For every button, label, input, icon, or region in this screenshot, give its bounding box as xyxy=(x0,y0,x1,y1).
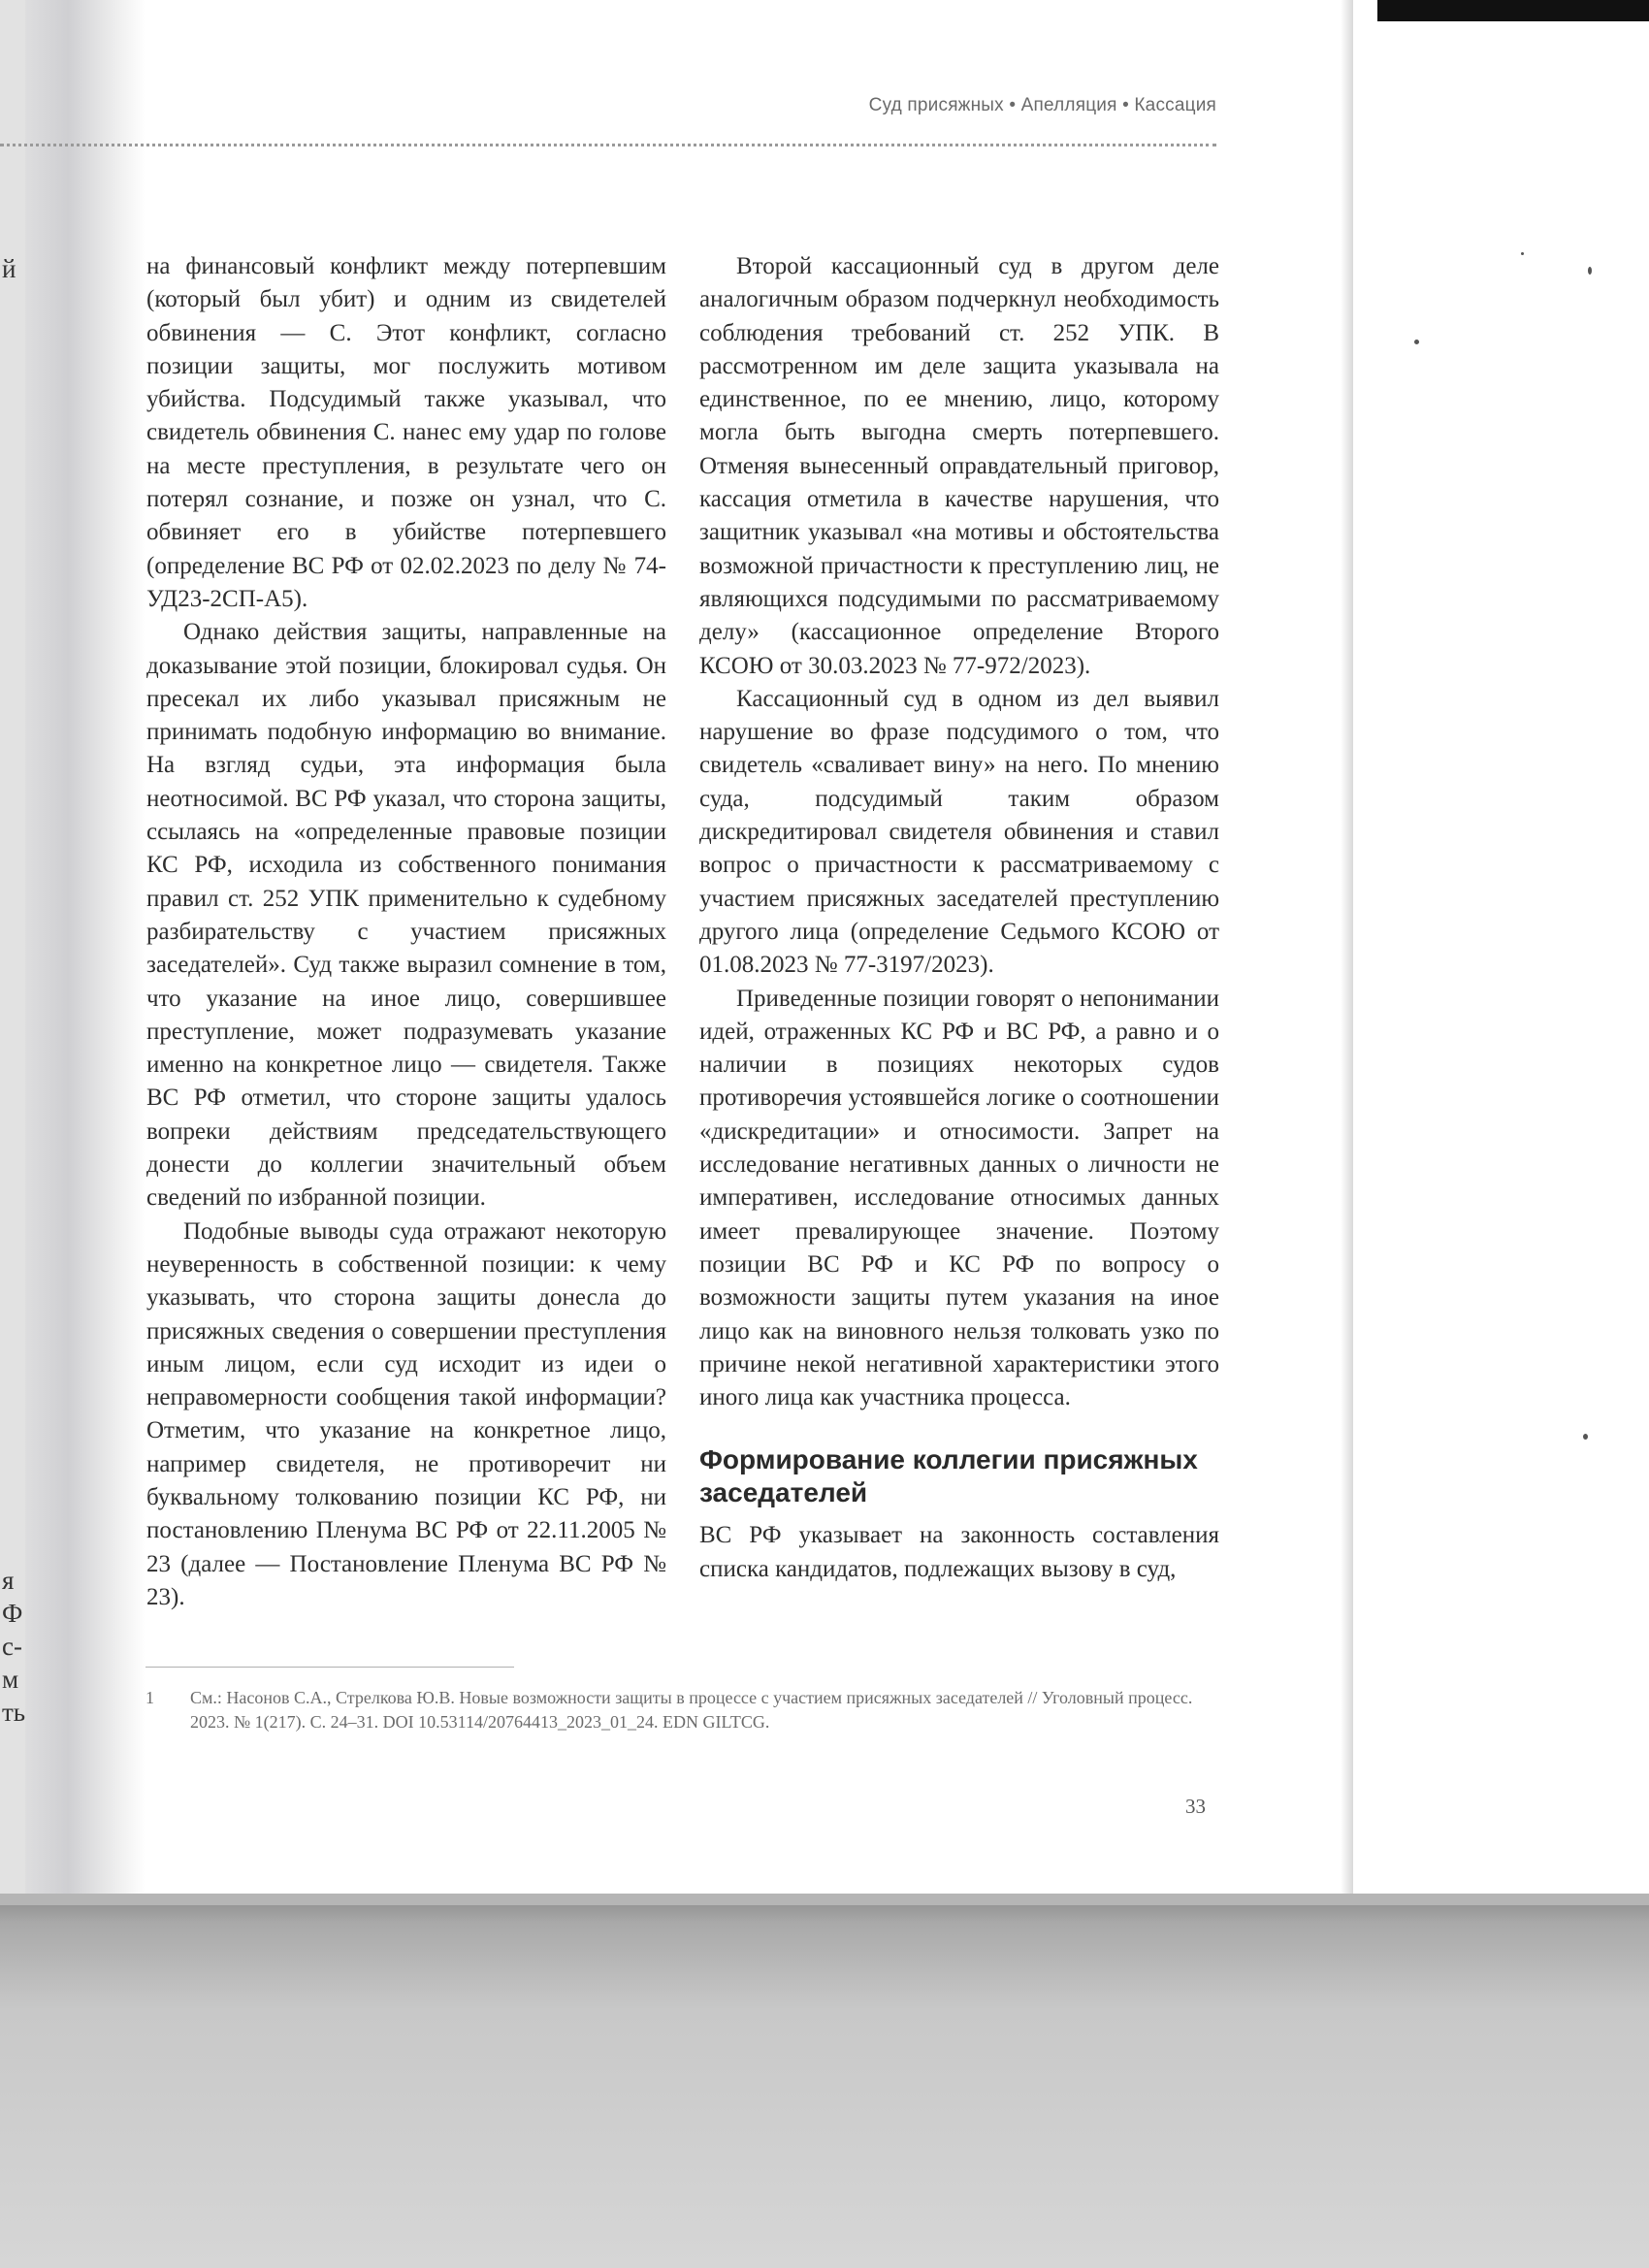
footnote-number: 1 xyxy=(146,1688,154,1707)
paragraph: Подобные выводы суда отражают некоторую неуверенность в собственной позиции: к чему указывать, что сторона защиты донесла до присяжных сведения о совершении преступления иным лицом, если суд исходит из идеи о неправомерности сообщения такой информации? Отметим, что указание на конкретное лицо, например свидетеля, не противоречит ни буквальному толкованию позиции КС РФ, ни постановлению Пленума ВС РФ от 22.11.2005 № 23 (далее — Постановление Пленума ВС РФ № 23). xyxy=(146,1217,666,1610)
header-dotted-rule xyxy=(0,144,1216,146)
scan-speck xyxy=(1583,1434,1588,1440)
footnote-text: См.: Насонов С.А., Стрелкова Ю.В. Новые возможности защиты в процессе с участием присяжных заседателей // Уголовный процесс. 2023. № 1(217). С. 24–31. DOI 10.53114/20764413_2023_01_24. EDN GILTCG. xyxy=(190,1688,1193,1732)
scan-speck xyxy=(1414,340,1419,344)
page-bottom-edge xyxy=(0,1894,1649,1905)
scan-speck xyxy=(1521,252,1524,255)
paragraph: Приведенные позиции говорят о непонимании идей, отраженных КС РФ и ВС РФ, а равно и о наличии в позициях некоторых судов противоречия устоявшейся логике о соотношении «дискредитации» и относимости. Запрет на исследование негативных данных о личности не императивен, исследование относимых данных имеет превалирующее значение. Поэтому позиции ВС РФ и КС РФ по вопросу о возможности защиты путем указания на иное лицо как на виновного нельзя толковать узко по причине некой негативной характеристики этого иного лица как участника процесса. xyxy=(699,985,1219,1411)
scan-speck xyxy=(1588,267,1592,275)
footnote-rule xyxy=(146,1667,514,1668)
left-text-column xyxy=(146,250,666,1614)
right-text-column xyxy=(699,250,1219,1586)
paragraph: ВС РФ указывает на законность составления списка кандидатов, подлежащих вызову в суд, xyxy=(699,1522,1219,1582)
footnote xyxy=(146,1686,1222,1734)
paragraph: Кассационный суд в одном из дел выявил нарушение во фразе подсудимого о том, что свидетель «сваливает вину» на него. По мнению суда, подсудимый таким образом дискредитировал свидетеля обвинения и ставил вопрос о причастности к рассматриваемому с участием присяжных заседателей преступлению другого лица (определение Седьмого КСОЮ от 01.08.2023 № 77-3197/2023). xyxy=(699,685,1219,979)
running-header: Суд присяжных • Апелляция • Кассация xyxy=(868,95,1216,115)
previous-page-fragment: с- xyxy=(2,1632,22,1661)
section-heading: Формирование коллегии присяжных заседателей xyxy=(699,1444,1198,1508)
previous-page-fragment: м xyxy=(2,1665,19,1694)
paragraph: на финансовый конфликт между потерпевшим (который был убит) и одним из свидетелей обвинения — С. Этот конфликт, согласно позиции защиты, мог послужить мотивом убийства. Подсудимый также указывал, что свидетель обвинения С. нанес ему удар по голове на месте преступления, в результате чего он потерял сознание, и позже он узнал, что С. обвиняет его в убийстве потерпевшего (определение ВС РФ от 02.02.2023 по делу № 74-УД23-2СП-А5). xyxy=(146,253,666,612)
previous-page-fragment: й xyxy=(2,254,16,283)
previous-page-fragment: Ф xyxy=(2,1599,23,1628)
scanner-bed-right xyxy=(1353,0,1649,1901)
page-number: 33 xyxy=(1185,1795,1206,1818)
previous-page-fragment: ть xyxy=(2,1698,26,1727)
paragraph: Однако действия защиты, направленные на доказывание этой позиции, блокировал судья. Он пресекал их либо указывал присяжным не принимать подобную информацию во внимание. На взгляд судьи, эта информация была неотносимой. ВС РФ указал, что сторона защиты, ссылаясь на «определенные правовые позиции КС РФ, исходила из собственного понимания правил ст. 252 УПК применительно к судебному разбирательству с участием присяжных заседателей». Суд также выразил сомнение в том, что указание на иное лицо, совершившее преступление, может подразумевать указание именно на конкретное лицо — свидетеля. Также ВС РФ отметил, что стороне защиты удалось вопреки действиям председательствующего донести до коллегии значительный объем сведений по избранной позиции. xyxy=(146,619,666,1212)
scanner-bed-bottom xyxy=(0,1894,1649,2268)
scanner-lid-edge xyxy=(1377,0,1649,21)
paragraph: Второй кассационный суд в другом деле аналогичным образом подчеркнул необходимость соблюдения требований ст. 252 УПК. В рассмотренном им деле защита указывала на единственное, по ее мнению, лицо, которому могла быть выгодна смерть потерпевшего. Отменяя вынесенный оправдательный приговор, кассация отметила в качестве нарушения, что защитник указывал «на мотивы и обстоятельства возможной причастности к преступлению лиц, не являющихся подсудимыми по рассматриваемому делу» (кассационное определение Второго КСОЮ от 30.03.2023 № 77-972/2023). xyxy=(699,253,1219,679)
previous-page-fragment: я xyxy=(2,1566,15,1595)
